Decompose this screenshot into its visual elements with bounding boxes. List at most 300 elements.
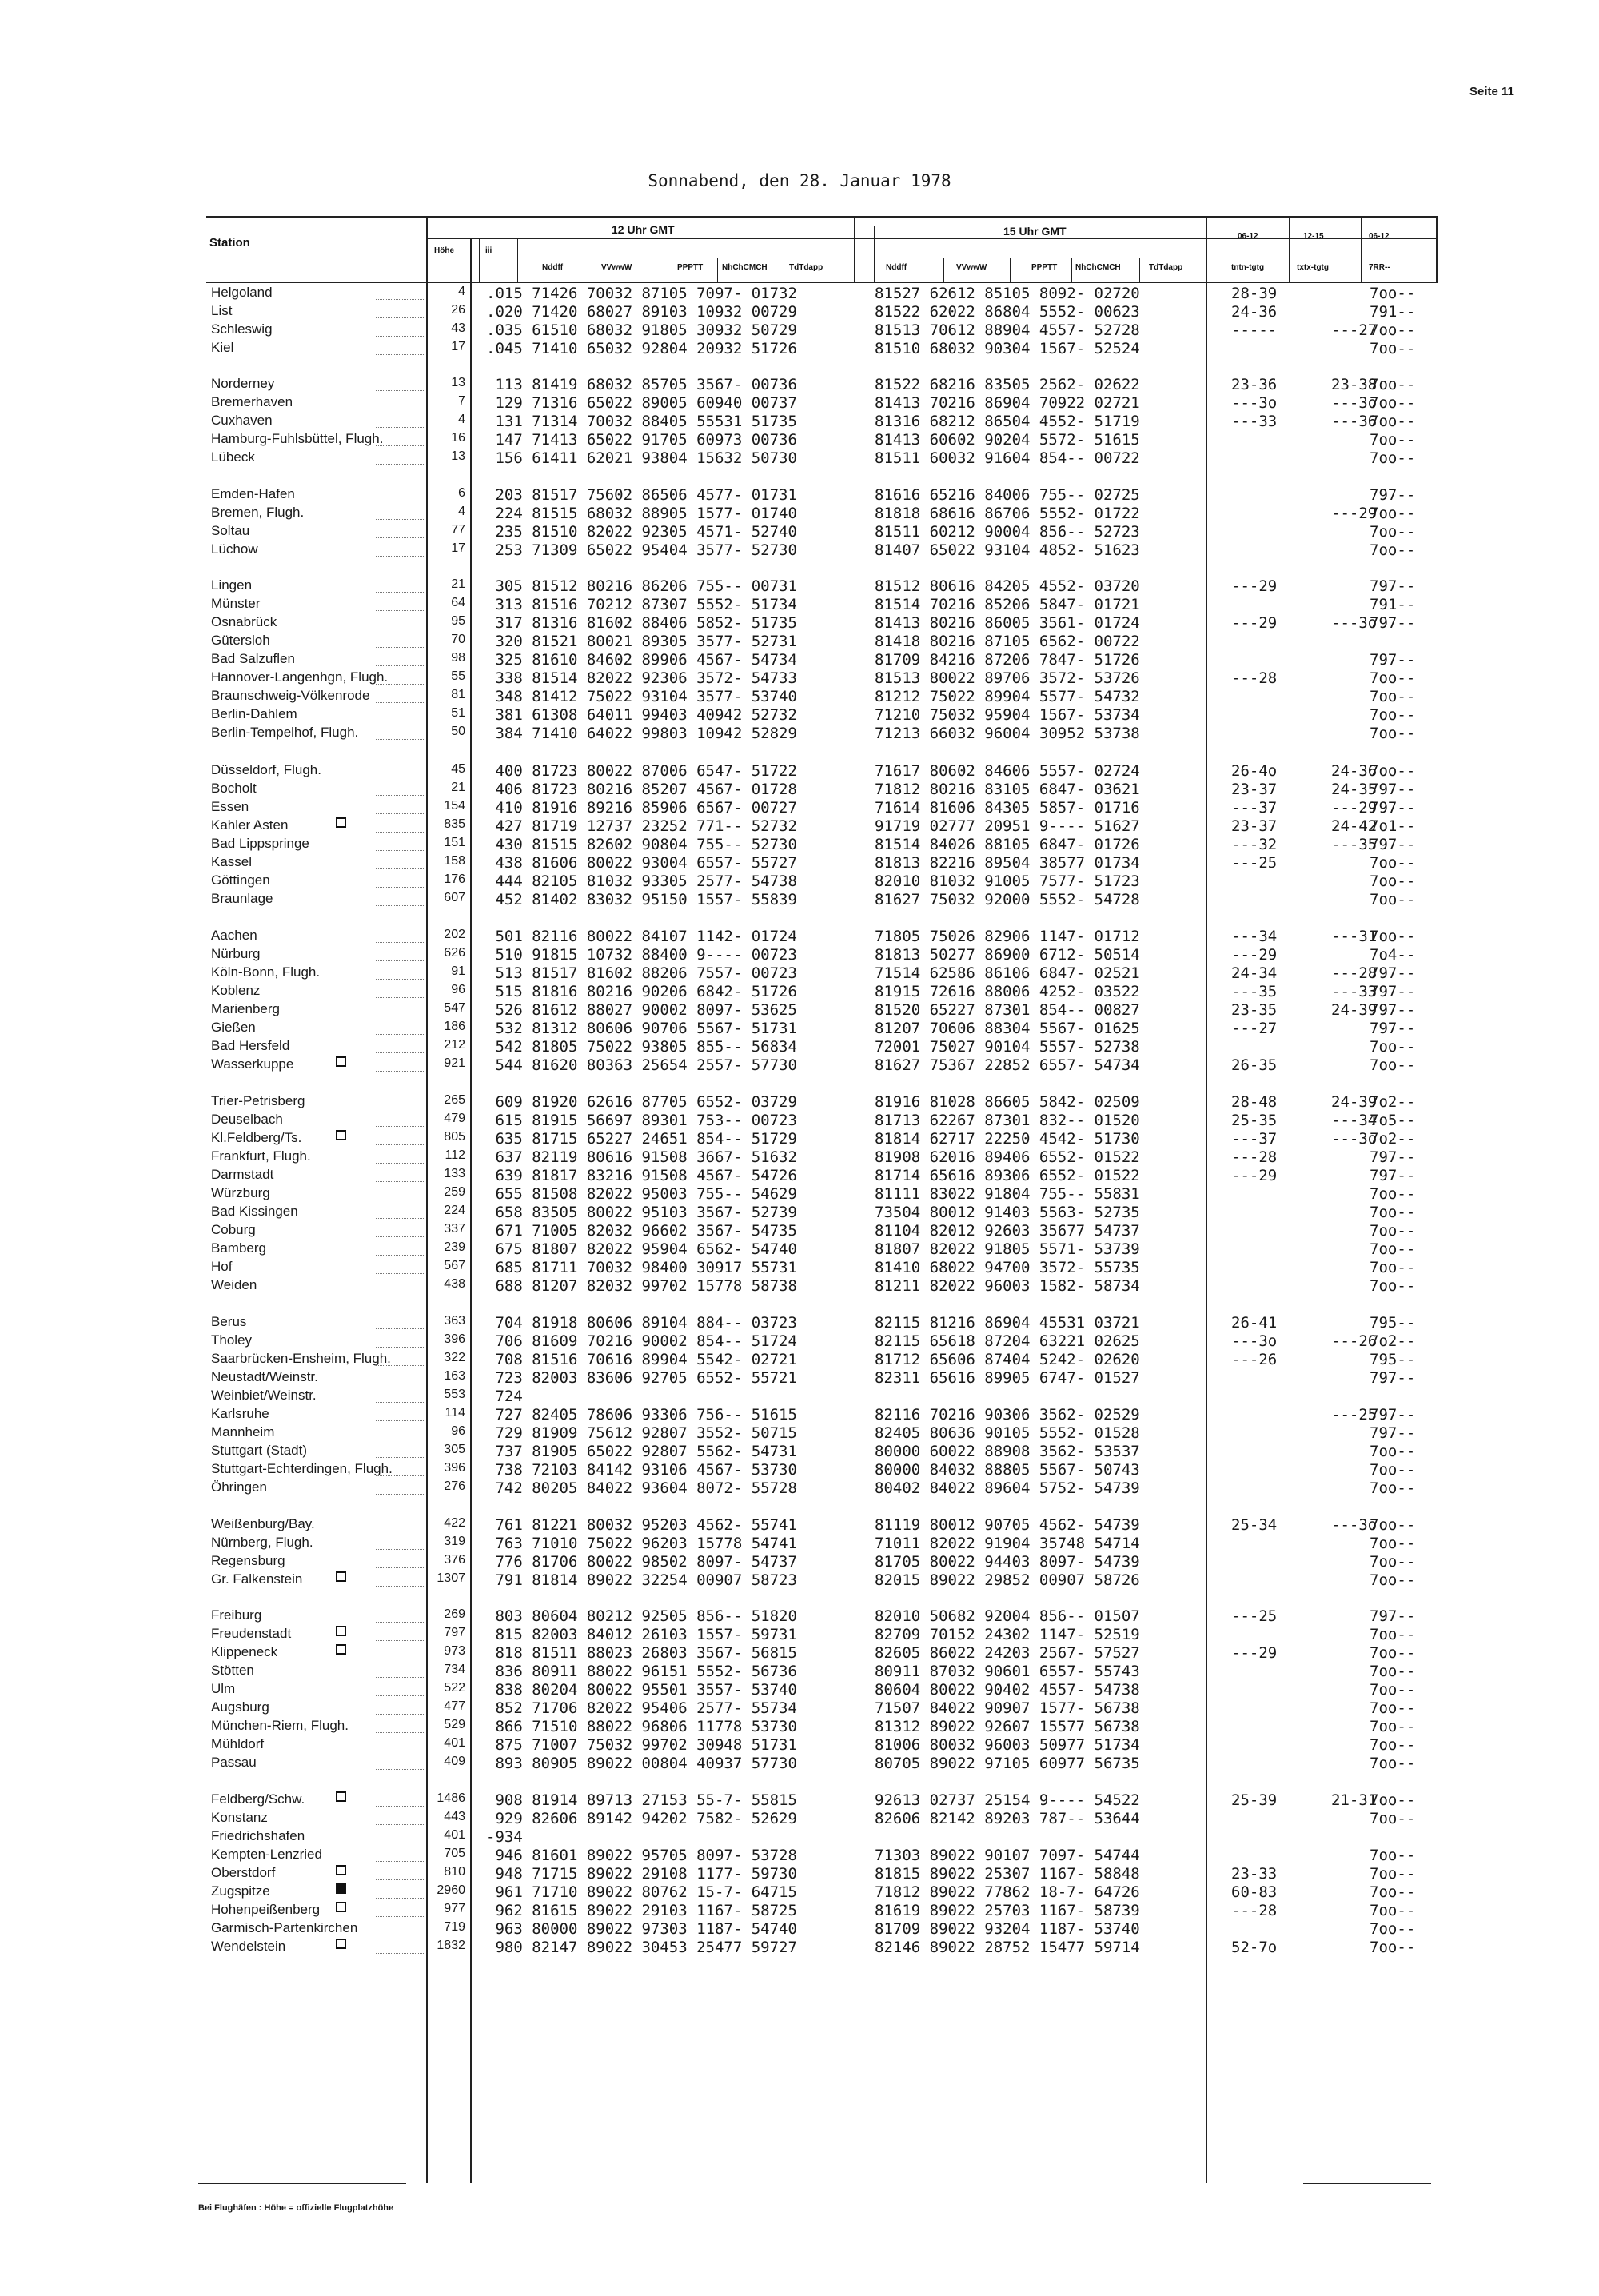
station-name: Göttingen	[211, 872, 270, 888]
table-row	[0, 799, 1599, 817]
obs-15-gmt: 81712 65606 87404 5242- 02620	[875, 1351, 1140, 1368]
extra-value-3: 7oo--	[1370, 376, 1416, 393]
station-name: Stuttgart-Echterdingen, Flugh.	[211, 1461, 393, 1476]
obs-15-gmt: 81510 68032 90304 1567- 52524	[875, 340, 1140, 357]
table-row	[0, 633, 1599, 651]
g2-col-nddff: Nddff	[886, 263, 907, 272]
table-row	[0, 1277, 1599, 1296]
station-name: Hannover-Langenhgn, Flugh.	[211, 669, 389, 685]
obs-15-gmt: 81627 75032 92000 5552- 54728	[875, 891, 1140, 908]
open-square-icon	[336, 1939, 346, 1949]
extra-value-1: 28-39	[1231, 285, 1278, 302]
station-height: 973	[444, 1644, 465, 1658]
station-name: Bad Lippspringe	[211, 836, 309, 851]
station-height: 259	[444, 1185, 465, 1199]
station-height: 224	[444, 1204, 465, 1217]
station-name: Regensburg	[211, 1553, 285, 1568]
extra-value-3: 7o2--	[1370, 1093, 1416, 1111]
station-height: 133	[444, 1167, 465, 1180]
extra-col-1: 06-12	[1238, 232, 1258, 241]
extra-value-2: ---29	[1331, 505, 1378, 522]
station-height: 21	[451, 781, 465, 794]
table-row	[0, 1259, 1599, 1277]
extra-value-1: 24-34	[1231, 964, 1278, 982]
leader-dots	[376, 702, 424, 703]
station-height: 319	[444, 1535, 465, 1548]
leader-dots	[376, 684, 424, 685]
station-height: 114	[445, 1406, 465, 1420]
filled-square-icon	[336, 1883, 346, 1894]
open-square-icon	[336, 817, 346, 828]
table-row	[0, 431, 1599, 449]
leader-dots	[376, 317, 424, 318]
extra-value-3: 7oo--	[1370, 872, 1416, 890]
station-height: 977	[444, 1902, 465, 1915]
station-height: 176	[444, 872, 465, 886]
obs-15-gmt: 82405 80636 90105 5552- 01528	[875, 1424, 1140, 1442]
footnote: Bei Flughäfen : Höhe = offizielle Flugplatzhöhe	[198, 2203, 394, 2213]
leader-dots	[376, 610, 424, 611]
obs-12-gmt: 962 81615 89022 29103 1167- 58725	[486, 1902, 797, 1919]
table-row	[0, 1626, 1599, 1644]
table-row	[0, 1112, 1599, 1130]
extra-value-2: 24-36	[1331, 762, 1378, 780]
extra-value-3: 7oo--	[1370, 1755, 1416, 1772]
leader-dots	[376, 1567, 424, 1568]
extra-value-1: 23-37	[1231, 817, 1278, 835]
extra-value-3: 7oo--	[1370, 725, 1416, 742]
table-row	[0, 1736, 1599, 1755]
obs-15-gmt: 80705 89022 97105 60977 56735	[875, 1755, 1140, 1772]
station-height: 21	[451, 577, 465, 591]
extra-value-2: ---3o	[1331, 1130, 1378, 1148]
station-height: 212	[444, 1038, 465, 1052]
iii-header: iii	[485, 246, 492, 255]
extra-value-3: 7oo--	[1370, 854, 1416, 872]
open-square-icon	[336, 1791, 346, 1802]
table-row	[0, 394, 1599, 413]
leader-dots	[376, 1402, 424, 1403]
obs-15-gmt: 81413 60602 90204 5572- 51615	[875, 431, 1140, 449]
leader-dots	[376, 739, 424, 740]
table-row	[0, 872, 1599, 891]
table-row	[0, 1939, 1599, 1957]
table-row	[0, 1148, 1599, 1167]
extra-value-3: 7oo--	[1370, 706, 1416, 724]
obs-12-gmt: 515 81816 80216 90206 6842- 51726	[486, 983, 797, 1000]
obs-15-gmt: 71507 84022 90907 1577- 56738	[875, 1699, 1140, 1717]
extra-value-1: ---3o	[1231, 394, 1278, 412]
extra-value-3: 7o4--	[1370, 946, 1416, 964]
table-row	[0, 669, 1599, 688]
leader-dots	[376, 1916, 424, 1917]
station-height: 529	[444, 1718, 465, 1731]
table-row	[0, 1865, 1599, 1883]
station-name: Weinbiet/Weinstr.	[211, 1388, 317, 1403]
obs-15-gmt: 81212 75022 89904 5577- 54732	[875, 688, 1140, 705]
table-row	[0, 577, 1599, 596]
extra-value-3: 797--	[1370, 983, 1416, 1000]
extra-sub-1: tntn-tgtg	[1231, 263, 1265, 272]
extra-value-2: ---35	[1331, 836, 1378, 853]
obs-12-gmt: 961 71710 89022 80762 15-7- 64715	[486, 1883, 797, 1901]
extra-value-3: 7oo--	[1370, 1553, 1416, 1571]
table-row	[0, 523, 1599, 541]
obs-15-gmt: 81813 82216 89504 38577 01734	[875, 854, 1140, 872]
station-height: 401	[444, 1736, 465, 1750]
obs-12-gmt: 776 81706 80022 98502 8097- 54737	[486, 1553, 797, 1571]
obs-12-gmt: 325 81610 84602 89906 4567- 54734	[486, 651, 797, 669]
table-row	[0, 505, 1599, 523]
extra-value-3: 795--	[1370, 1351, 1416, 1368]
extra-sub-3: 7RR--	[1369, 263, 1390, 272]
table-row	[0, 596, 1599, 614]
table-row	[0, 1516, 1599, 1535]
extra-value-1: ---33	[1231, 413, 1278, 430]
station-name: Gütersloh	[211, 633, 270, 648]
obs-12-gmt: 513 81517 81602 88206 7557- 00723	[486, 964, 797, 982]
station-name: Lüchow	[211, 541, 258, 557]
table-row	[0, 413, 1599, 431]
station-height: 239	[444, 1240, 465, 1254]
table-row	[0, 1810, 1599, 1828]
leader-dots	[376, 1640, 424, 1641]
extra-value-3: 7oo--	[1370, 1699, 1416, 1717]
leader-dots	[376, 1144, 424, 1145]
station-name: Kempten-Lenzried	[211, 1847, 322, 1862]
station-height: 553	[444, 1388, 465, 1401]
extra-value-3: 7oo--	[1370, 1626, 1416, 1643]
obs-15-gmt: 81908 62016 89406 6552- 01522	[875, 1148, 1140, 1166]
obs-15-gmt: 82605 86022 24203 2567- 57527	[875, 1644, 1140, 1662]
open-square-icon	[336, 1865, 346, 1875]
group2-title: 15 Uhr GMT	[1003, 225, 1067, 238]
extra-value-1: ---25	[1231, 854, 1278, 872]
extra-value-3: 7oo--	[1370, 1056, 1416, 1074]
leader-dots	[376, 887, 424, 888]
g2-col-tdtd: TdTdapp	[1149, 263, 1183, 272]
station-height: 401	[444, 1828, 465, 1842]
extra-value-1: -----	[1231, 321, 1278, 339]
obs-12-gmt: 444 82105 81032 93305 2577- 54738	[486, 872, 797, 890]
obs-15-gmt: 81119 80012 90705 4562- 54739	[875, 1516, 1140, 1534]
obs-15-gmt: 81814 62717 22250 4542- 51730	[875, 1130, 1140, 1148]
obs-12-gmt: 348 81412 75022 93104 3577- 53740	[486, 688, 797, 705]
extra-value-1: ---28	[1231, 669, 1278, 687]
station-height: 322	[444, 1351, 465, 1364]
station-height: 81	[451, 688, 465, 701]
leader-dots	[376, 665, 424, 666]
extra-value-1: ---29	[1231, 1644, 1278, 1662]
table-row	[0, 762, 1599, 781]
station-name: Nürburg	[211, 946, 261, 961]
obs-15-gmt: 82010 81032 91005 7577- 51723	[875, 872, 1140, 890]
obs-12-gmt: 156 61411 62021 93804 15632 50730	[486, 449, 797, 467]
obs-12-gmt: 224 81515 68032 88905 1577- 01740	[486, 505, 797, 522]
extra-value-2: ---3o	[1331, 394, 1378, 412]
extra-value-2: ---36	[1331, 413, 1378, 430]
extra-col-2: 12-15	[1303, 232, 1324, 241]
station-height: 626	[444, 946, 465, 960]
extra-value-1: ---3o	[1231, 1332, 1278, 1350]
station-height: 409	[444, 1755, 465, 1768]
obs-15-gmt: 81616 65216 84006 755-- 02725	[875, 486, 1140, 504]
station-name: List	[211, 303, 233, 318]
obs-15-gmt: 81522 62022 86804 5552- 00623	[875, 303, 1140, 321]
obs-15-gmt: 73504 80012 91403 5563- 52735	[875, 1204, 1140, 1221]
table-row	[0, 614, 1599, 633]
leader-dots	[376, 1273, 424, 1274]
table-row	[0, 285, 1599, 303]
leader-dots	[376, 868, 424, 869]
table-row	[0, 1828, 1599, 1847]
extra-value-3: 7oo--	[1370, 762, 1416, 780]
extra-value-3: 791--	[1370, 303, 1416, 321]
table-row	[0, 688, 1599, 706]
obs-12-gmt: 384 71410 64022 99803 10942 52829	[486, 725, 797, 742]
extra-value-3: 7oo--	[1370, 928, 1416, 945]
obs-12-gmt: 738 72103 84142 93106 4567- 53730	[486, 1461, 797, 1479]
obs-15-gmt: 80604 80022 90402 4557- 54738	[875, 1681, 1140, 1699]
obs-12-gmt: 852 71706 82022 95406 2577- 55734	[486, 1699, 797, 1717]
station-height: 305	[444, 1443, 465, 1456]
extra-value-1: 25-35	[1231, 1112, 1278, 1129]
leader-dots	[376, 354, 424, 355]
leader-dots	[376, 1549, 424, 1550]
table-row	[0, 817, 1599, 836]
station-height: 4	[458, 413, 465, 426]
obs-12-gmt: 338 81514 82022 92306 3572- 54733	[486, 669, 797, 687]
extra-value-1: 26-4o	[1231, 762, 1278, 780]
station-name: Lingen	[211, 577, 253, 593]
extra-value-1: 23-36	[1231, 376, 1278, 393]
extra-value-1: ---29	[1231, 1167, 1278, 1184]
table-row	[0, 1663, 1599, 1681]
station-height: 363	[444, 1314, 465, 1328]
extra-value-3: 7oo--	[1370, 1883, 1416, 1901]
station-name: Düsseldorf, Flugh.	[211, 762, 321, 777]
station-height: 921	[444, 1056, 465, 1070]
obs-12-gmt: 427 81719 12737 23252 771-- 52732	[486, 817, 797, 835]
station-name: Stötten	[211, 1663, 254, 1678]
station-height: 337	[444, 1222, 465, 1236]
obs-15-gmt: 71213 66032 96004 30952 53738	[875, 725, 1140, 742]
obs-12-gmt: 671 71005 82032 96602 3567- 54735	[486, 1222, 797, 1240]
obs-15-gmt: 81512 80616 84205 4552- 03720	[875, 577, 1140, 595]
extra-value-1: 23-35	[1231, 1001, 1278, 1019]
station-name: Kahler Asten	[211, 817, 289, 833]
leader-dots	[376, 1714, 424, 1715]
obs-12-gmt: 532 81312 80606 90706 5567- 51731	[486, 1020, 797, 1037]
obs-12-gmt: 980 82147 89022 30453 25477 59727	[486, 1939, 797, 1956]
leader-dots	[376, 1677, 424, 1678]
obs-15-gmt: 71812 89022 77862 18-7- 64726	[875, 1883, 1140, 1901]
obs-12-gmt: 815 82003 84012 26103 1557- 59731	[486, 1626, 797, 1643]
obs-12-gmt: 438 81606 80022 93004 6557- 55727	[486, 854, 797, 872]
leader-dots	[376, 1586, 424, 1587]
station-name: Kiel	[211, 340, 234, 355]
table-row	[0, 1388, 1599, 1406]
extra-value-1: 25-39	[1231, 1791, 1278, 1809]
station-height: 2960	[437, 1883, 465, 1897]
station-name: Helgoland	[211, 285, 273, 300]
obs-12-gmt: 675 81807 82022 95904 6562- 54740	[486, 1240, 797, 1258]
table-row	[0, 1553, 1599, 1571]
station-height: 4	[458, 505, 465, 518]
table-row	[0, 1056, 1599, 1075]
table-row	[0, 1902, 1599, 1920]
station-height: 269	[444, 1607, 465, 1621]
extra-value-1: ---25	[1231, 1607, 1278, 1625]
extra-value-1: ---29	[1231, 577, 1278, 595]
obs-12-gmt: 305 81512 80216 86206 755-- 00731	[486, 577, 797, 595]
open-square-icon	[336, 1644, 346, 1655]
extra-value-2: ---34	[1331, 1112, 1378, 1129]
obs-15-gmt: 81709 84216 87206 7847- 51726	[875, 651, 1140, 669]
leader-dots	[376, 1457, 424, 1458]
leader-dots	[376, 1347, 424, 1348]
leader-dots	[376, 1769, 424, 1770]
station-name: Bad Salzuflen	[211, 651, 295, 666]
extra-value-3: 791--	[1370, 596, 1416, 613]
station-height: 43	[451, 321, 465, 335]
station-name: Öhringen	[211, 1479, 267, 1495]
station-name: Münster	[211, 596, 261, 611]
station-name: Braunschweig-Völkenrode	[211, 688, 370, 703]
extra-value-2: 23-38	[1331, 376, 1378, 393]
extra-value-1: ---26	[1231, 1351, 1278, 1368]
table-row	[0, 891, 1599, 909]
extra-value-1: ---28	[1231, 1902, 1278, 1919]
extra-value-1: 26-35	[1231, 1056, 1278, 1074]
station-height: 26	[451, 303, 465, 317]
leader-dots	[376, 1494, 424, 1495]
table-row	[0, 836, 1599, 854]
station-name: Berlin-Dahlem	[211, 706, 297, 721]
extra-value-3: 797--	[1370, 1167, 1416, 1184]
obs-15-gmt: 71011 82022 91904 35748 54714	[875, 1535, 1140, 1552]
table-row	[0, 725, 1599, 743]
height-header: Höhe	[434, 246, 454, 255]
table-row	[0, 1332, 1599, 1351]
station-height: 95	[451, 614, 465, 628]
station-height: 396	[444, 1461, 465, 1475]
leader-dots	[376, 1071, 424, 1072]
station-height: 13	[451, 376, 465, 389]
extra-value-3: 797--	[1370, 781, 1416, 798]
obs-15-gmt: 82311 65616 89905 6747- 01527	[875, 1369, 1140, 1387]
obs-15-gmt: 82010 50682 92004 856-- 01507	[875, 1607, 1140, 1625]
station-height: 70	[451, 633, 465, 646]
leader-dots	[376, 556, 424, 557]
extra-value-3: 797--	[1370, 1020, 1416, 1037]
obs-12-gmt: 637 82119 80616 91508 3667- 51632	[486, 1148, 797, 1166]
leader-dots	[376, 905, 424, 906]
station-height: 607	[444, 891, 465, 904]
station-height: 158	[444, 854, 465, 868]
station-name: Cuxhaven	[211, 413, 273, 428]
station-height: 55	[451, 669, 465, 683]
station-height: 810	[444, 1865, 465, 1879]
station-name: Bamberg	[211, 1240, 266, 1256]
obs-12-gmt: 639 81817 83216 91508 4567- 54726	[486, 1167, 797, 1184]
table-row	[0, 1571, 1599, 1590]
extra-value-2: 24-42	[1331, 817, 1378, 835]
obs-12-gmt: .035 61510 68032 91805 30932 50729	[486, 321, 797, 339]
station-name: Frankfurt, Flugh.	[211, 1148, 311, 1164]
station-height: 154	[444, 799, 465, 813]
table-row	[0, 706, 1599, 725]
g2-col-vvwww: VVwwW	[956, 263, 987, 272]
extra-value-3: 7o1--	[1370, 817, 1416, 835]
station-height: 98	[451, 651, 465, 665]
station-height: 567	[444, 1259, 465, 1272]
extra-value-3: 7oo--	[1370, 1516, 1416, 1534]
station-height: 797	[444, 1626, 465, 1639]
station-name: Friedrichshafen	[211, 1828, 305, 1843]
extra-value-2: ---27	[1331, 321, 1378, 339]
obs-15-gmt: 82115 65618 87204 63221 02625	[875, 1332, 1140, 1350]
extra-value-3: 797--	[1370, 1369, 1416, 1387]
obs-15-gmt: 81511 60032 91604 854-- 00722	[875, 449, 1140, 467]
extra-value-3: 7oo--	[1370, 1681, 1416, 1699]
leader-dots	[376, 336, 424, 337]
station-height: 422	[444, 1516, 465, 1530]
extra-value-3: 7oo--	[1370, 413, 1416, 430]
leader-dots	[376, 960, 424, 961]
obs-12-gmt: 501 82116 80022 84107 1142- 01724	[486, 928, 797, 945]
station-name: Bremerhaven	[211, 394, 293, 409]
obs-15-gmt: 81813 50277 86900 6712- 50514	[875, 946, 1140, 964]
leader-dots	[376, 1898, 424, 1899]
station-height: 396	[444, 1332, 465, 1346]
extra-value-1: 60-83	[1231, 1883, 1278, 1901]
g2-col-ppptt: PPPTT	[1031, 263, 1058, 272]
station-name: Emden-Hafen	[211, 486, 295, 501]
obs-15-gmt: 82146 89022 28752 15477 59714	[875, 1939, 1140, 1956]
station-name: Osnabrück	[211, 614, 277, 629]
station-height: 376	[444, 1553, 465, 1567]
extra-value-1: 52-7o	[1231, 1939, 1278, 1956]
obs-12-gmt: 685 81711 70032 98400 30917 55731	[486, 1259, 797, 1276]
table-row	[0, 1093, 1599, 1112]
leader-dots	[376, 1181, 424, 1182]
leader-dots	[376, 997, 424, 998]
obs-12-gmt: 253 71309 65022 95404 3577- 52730	[486, 541, 797, 559]
extra-value-3: 797--	[1370, 577, 1416, 595]
extra-value-1: 24-36	[1231, 303, 1278, 321]
leader-dots	[376, 1806, 424, 1807]
table-row	[0, 1038, 1599, 1056]
obs-15-gmt: 81418 80216 87105 6562- 00722	[875, 633, 1140, 650]
station-name: Berlin-Tempelhof, Flugh.	[211, 725, 359, 740]
report-date: Sonnabend, den 28. Januar 1978	[648, 171, 951, 190]
station-name: Norderney	[211, 376, 275, 391]
footer-rule	[198, 2183, 406, 2184]
table-row	[0, 303, 1599, 321]
obs-12-gmt: 615 81915 56697 89301 753-- 00723	[486, 1112, 797, 1129]
station-name: Hof	[211, 1259, 233, 1274]
g1-col-vvwww: VVwwW	[601, 263, 632, 272]
open-square-icon	[336, 1056, 346, 1067]
station-height: 51	[451, 706, 465, 720]
leader-dots	[376, 299, 424, 300]
leader-dots	[376, 445, 424, 446]
leader-dots	[376, 1732, 424, 1733]
leader-dots	[376, 1879, 424, 1880]
station-name: Kassel	[211, 854, 253, 869]
station-name: Freiburg	[211, 1607, 262, 1623]
